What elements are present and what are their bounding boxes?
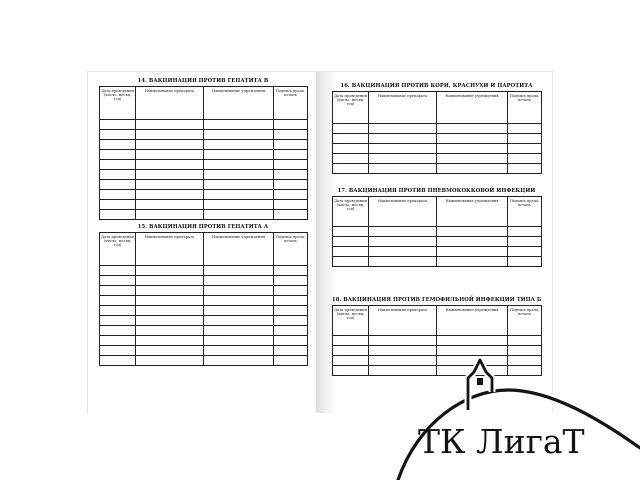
table-cell <box>100 356 136 366</box>
table-cell <box>204 286 274 296</box>
table-cell <box>333 346 369 356</box>
table-cell <box>274 356 308 366</box>
table-cell <box>100 326 136 336</box>
table-cell <box>437 164 508 174</box>
table-row <box>100 276 308 286</box>
col-institution: Наименование учреждения <box>204 87 274 120</box>
col-institution: Наименование учреждения <box>204 233 274 266</box>
table-row <box>100 326 308 336</box>
table-row <box>333 227 542 237</box>
table-cell <box>204 140 274 150</box>
table-cell <box>136 286 204 296</box>
vaccination-table <box>99 86 308 220</box>
table-row <box>100 150 308 160</box>
left-page <box>87 71 317 413</box>
table-cell <box>100 120 136 130</box>
table-row <box>100 346 308 356</box>
table-cell <box>508 134 542 144</box>
table-cell <box>333 257 369 267</box>
table-cell <box>437 257 508 267</box>
table-cell <box>274 140 308 150</box>
table-cell <box>437 124 508 134</box>
table-cell <box>204 130 274 140</box>
table-cell <box>136 200 204 210</box>
table-cell <box>204 180 274 190</box>
table-cell <box>274 160 308 170</box>
col-institution: Наименование учреждения <box>437 92 508 124</box>
col-signature: Подпись врача, печать <box>508 197 542 227</box>
col-signature: Подпись врача, печать <box>508 92 542 124</box>
col-signature: Подпись врача, печать <box>274 233 308 266</box>
table-cell <box>508 124 542 134</box>
table-cell <box>333 154 369 164</box>
table-cell <box>204 170 274 180</box>
table-cell <box>100 336 136 346</box>
table-row <box>100 316 308 326</box>
table-cell <box>274 286 308 296</box>
table-cell <box>100 346 136 356</box>
table-row <box>100 306 308 316</box>
table-cell <box>274 296 308 306</box>
table-cell <box>136 266 204 276</box>
table-cell <box>333 356 369 366</box>
col-date: Дата проведения (число, месяц, год) <box>333 197 369 227</box>
table-cell <box>100 286 136 296</box>
table-cell <box>333 164 369 174</box>
col-drug: Наименование препарата <box>136 87 204 120</box>
table-cell <box>136 296 204 306</box>
table-cell <box>437 227 508 237</box>
vaccination-table <box>99 232 308 366</box>
table-cell <box>508 336 542 346</box>
table-cell <box>100 200 136 210</box>
table-cell <box>437 336 508 346</box>
table-row <box>100 170 308 180</box>
table-row <box>100 286 308 296</box>
col-signature: Подпись врача, печать <box>274 87 308 120</box>
table-cell <box>100 266 136 276</box>
table-cell <box>204 346 274 356</box>
table-cell <box>369 124 437 134</box>
table-cell <box>136 140 204 150</box>
col-drug: Наименование препарата <box>369 306 437 336</box>
col-institution: Наименование учреждения <box>437 197 508 227</box>
table-cell <box>204 316 274 326</box>
table-cell <box>204 150 274 160</box>
table-row <box>100 180 308 190</box>
table-row <box>100 336 308 346</box>
table-cell <box>333 144 369 154</box>
table-cell <box>204 326 274 336</box>
table-cell <box>100 276 136 286</box>
table-cell <box>333 237 369 247</box>
col-date: Дата проведения (число, месяц, год) <box>100 233 136 266</box>
table-cell <box>136 336 204 346</box>
table-cell <box>100 296 136 306</box>
table-cell <box>369 164 437 174</box>
table-cell <box>100 160 136 170</box>
table-row <box>100 200 308 210</box>
table-cell <box>333 247 369 257</box>
table-cell <box>204 120 274 130</box>
table-cell <box>369 154 437 164</box>
section-title: 16. ВАКЦИНАЦИЯ ПРОТИВ КОРИ, КРАСНУХИ И ПАРОТИТА <box>340 83 533 89</box>
col-drug: Наименование препарата <box>369 92 437 124</box>
table-cell <box>204 266 274 276</box>
table-row <box>100 296 308 306</box>
table-cell <box>136 346 204 356</box>
table-cell <box>204 336 274 346</box>
col-signature: Подпись врача, печать <box>508 306 542 336</box>
table-cell <box>100 180 136 190</box>
table-cell <box>136 160 204 170</box>
section-title: 14. ВАКЦИНАЦИЯ ПРОТИВ ГЕПАТИТА В <box>137 78 269 84</box>
table-cell <box>204 160 274 170</box>
table-cell <box>274 306 308 316</box>
table-row <box>100 160 308 170</box>
table-row <box>333 237 542 247</box>
watermark-text: ТК ЛигаТ <box>418 422 585 461</box>
table-cell <box>369 247 437 257</box>
table-row <box>333 257 542 267</box>
section-title: 18. ВАКЦИНАЦИЯ ПРОТИВ ГЕМОФИЛЬНОЙ ИНФЕКЦИИ ТИПА Б <box>332 297 542 303</box>
table-cell <box>333 336 369 346</box>
table-row <box>333 134 542 144</box>
table-cell <box>136 190 204 200</box>
table-cell <box>274 336 308 346</box>
table-cell <box>437 247 508 257</box>
table-row <box>333 124 542 134</box>
table-cell <box>369 227 437 237</box>
table-cell <box>204 306 274 316</box>
table-cell <box>508 144 542 154</box>
table-cell <box>100 316 136 326</box>
table-cell <box>274 346 308 356</box>
table-cell <box>437 237 508 247</box>
table-cell <box>136 316 204 326</box>
table-cell <box>508 154 542 164</box>
table-cell <box>136 150 204 160</box>
table-cell <box>369 336 437 346</box>
section-hepatitis-b <box>99 77 307 220</box>
col-date: Дата проведения (число, месяц, год) <box>333 306 369 336</box>
table-cell <box>100 170 136 180</box>
table-cell <box>274 150 308 160</box>
section-title: 17. ВАКЦИНАЦИЯ ПРОТИВ ПНЕВМОКОККОВОЙ ИНФЕКЦИИ <box>337 188 536 194</box>
table-cell <box>100 306 136 316</box>
table-cell <box>274 170 308 180</box>
table-cell <box>100 210 136 220</box>
table-cell <box>274 130 308 140</box>
table-row <box>333 144 542 154</box>
table-cell <box>100 190 136 200</box>
table-row <box>100 120 308 130</box>
table-cell <box>136 356 204 366</box>
col-drug: Наименование препарата <box>136 233 204 266</box>
vaccination-table <box>332 196 542 267</box>
section-pneumococcal <box>332 187 541 267</box>
vaccination-table <box>332 91 542 174</box>
table-cell <box>204 296 274 306</box>
table-cell <box>274 120 308 130</box>
table-row <box>100 140 308 150</box>
table-row <box>333 336 542 346</box>
table-cell <box>204 210 274 220</box>
table-cell <box>100 140 136 150</box>
table-cell <box>136 180 204 190</box>
table-cell <box>333 227 369 237</box>
table-cell <box>333 124 369 134</box>
table-cell <box>274 200 308 210</box>
col-drug: Наименование препарата <box>369 197 437 227</box>
table-cell <box>333 134 369 144</box>
col-date: Дата проведения (число, месяц, год) <box>333 92 369 124</box>
table-row <box>333 247 542 257</box>
col-institution: Наименование учреждения <box>437 306 508 336</box>
table-cell <box>204 356 274 366</box>
table-cell <box>136 120 204 130</box>
table-cell <box>136 170 204 180</box>
table-cell <box>333 366 369 376</box>
table-cell <box>204 276 274 286</box>
table-cell <box>437 154 508 164</box>
table-cell <box>100 150 136 160</box>
table-cell <box>136 130 204 140</box>
table-cell <box>274 180 308 190</box>
table-cell <box>274 190 308 200</box>
table-row <box>100 356 308 366</box>
table-cell <box>136 306 204 316</box>
table-row <box>100 266 308 276</box>
table-cell <box>100 130 136 140</box>
table-cell <box>274 326 308 336</box>
table-row <box>333 164 542 174</box>
table-row <box>100 130 308 140</box>
table-cell <box>204 200 274 210</box>
table-cell <box>274 276 308 286</box>
section-mmr <box>332 82 541 174</box>
col-date: Дата проведения (число, месяц, год) <box>100 87 136 120</box>
table-cell <box>508 247 542 257</box>
table-cell <box>274 210 308 220</box>
section-hepatitis-a <box>99 223 307 366</box>
table-cell <box>274 316 308 326</box>
table-cell <box>437 134 508 144</box>
table-cell <box>274 266 308 276</box>
table-row <box>333 154 542 164</box>
table-cell <box>508 227 542 237</box>
table-cell <box>437 144 508 154</box>
table-cell <box>508 164 542 174</box>
table-cell <box>136 276 204 286</box>
section-title: 15. ВАКЦИНАЦИЯ ПРОТИВ ГЕПАТИТА А <box>137 224 269 230</box>
table-cell <box>369 134 437 144</box>
table-row <box>100 210 308 220</box>
table-row <box>100 190 308 200</box>
table-cell <box>369 237 437 247</box>
table-cell <box>204 190 274 200</box>
table-cell <box>369 257 437 267</box>
table-cell <box>369 144 437 154</box>
table-cell <box>136 326 204 336</box>
table-cell <box>508 257 542 267</box>
table-cell <box>508 237 542 247</box>
table-cell <box>136 210 204 220</box>
